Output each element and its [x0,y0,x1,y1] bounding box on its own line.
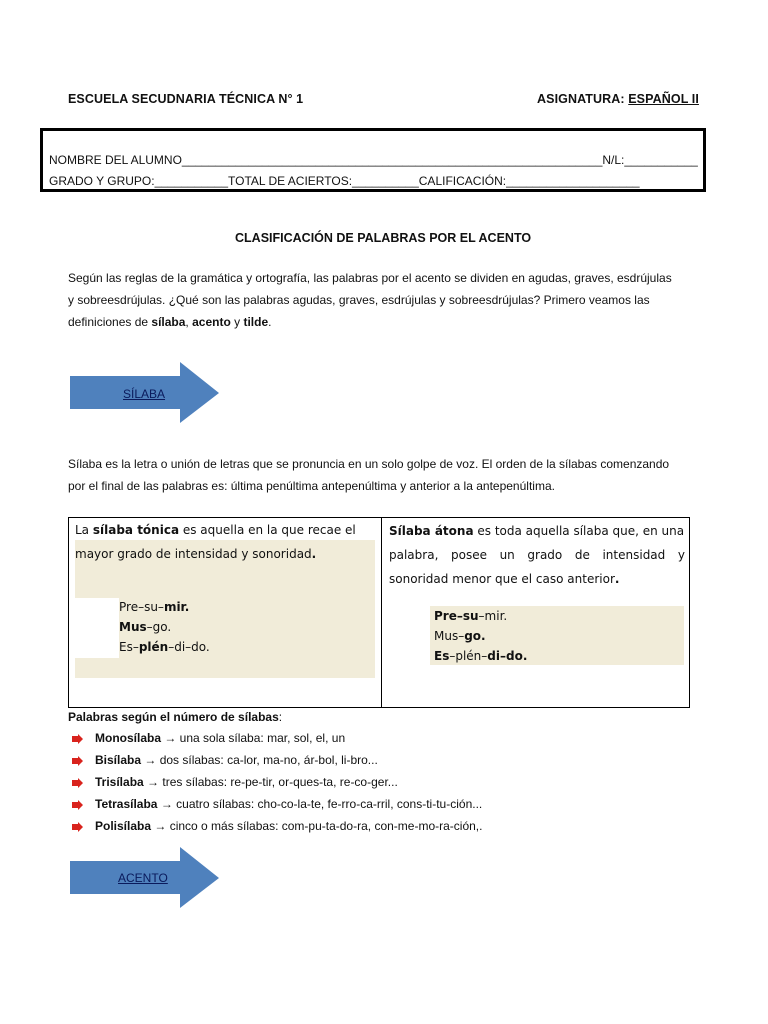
atona-example-3: Es–plén–di–do. [434,649,528,663]
list-item-text [95,775,398,789]
silaba-table [68,517,690,708]
red-arrow-bullet-icon [72,822,84,832]
syllable-list-heading: Palabras según el número de sílabas: [68,710,283,724]
red-arrow-bullet-icon [72,734,84,744]
tonica-example-3: Es–plén–di–do. [119,640,210,654]
tonica-line-1: La sílaba tónica es aquella en la que recae el [75,523,356,537]
intro-line-2: y sobreesdrújulas. ¿Qué son las palabras agudas, graves, esdrújulas y sobreesdrújulas? Primero veamos las [68,293,650,307]
list-item [68,731,345,745]
atona-line-2: palabra, posee un grado de intensidad y [389,548,685,562]
list-item [68,775,398,789]
grade-group-line[interactable]: GRADO Y GRUPO:___________TOTAL DE ACIERTOS:__________CALIFICACIÓN:____________________ [49,174,640,188]
silaba-link[interactable]: SÍLABA [123,387,166,401]
table-divider [381,518,382,707]
list-item-description: → una sola sílaba: mar, sol, el, un [161,731,346,745]
subject-label: ASIGNATURA: [537,92,625,106]
tonica-definition [75,518,377,566]
list-item-term: Bisílaba [95,753,142,767]
atona-example-1: Pre–su–mir. [434,609,508,623]
list-item-term: Trisílaba [95,775,144,789]
intro-line-1: Según las reglas de la gramática y ortografía, las palabras por el acento se dividen en agudas, graves, esdrújulas [68,271,672,285]
list-item-term: Monosílaba [95,731,162,745]
atona-definition [389,519,685,591]
tonica-examples [119,597,210,657]
list-item-term: Tetrasílaba [95,797,158,811]
list-item [68,797,482,811]
list-item-text [95,753,378,767]
left-shade-gap [75,598,119,658]
list-item [68,819,482,833]
tonica-example-1: Pre–su–mir. [119,600,190,614]
red-arrow-bullet-icon [72,756,84,766]
acento-link[interactable]: ACENTO [118,871,168,885]
tonica-example-2: Mus–go. [119,620,172,634]
list-item-description: → tres sílabas: re-pe-tir, or-ques-ta, re-co-ger... [143,775,398,789]
intro-line-3: definiciones de sílaba, acento y tilde. [68,315,272,329]
atona-example-2: Mus–go. [434,629,486,643]
school-name: ESCUELA SECUDNARIA TÉCNICA N° 1 [68,92,304,106]
atona-examples [434,606,527,666]
tonica-line-2: mayor grado de intensidad y sonoridad. [75,547,317,561]
page-title: CLASIFICACIÓN DE PALABRAS POR EL ACENTO [235,231,532,245]
subject [537,92,699,106]
red-arrow-bullet-icon [72,800,84,810]
silaba-def-line-2: por el final de las palabras es: última penúltima antepenúltima y anterior a la antepenúltima. [68,479,555,493]
list-item [68,753,378,767]
list-item-term: Polisílaba [95,819,152,833]
list-item-description: → cinco o más sílabas: com-pu-ta-do-ra, con-me-mo-ra-ción,. [151,819,483,833]
subject-value: ESPAÑOL II [628,92,699,106]
silaba-definition [68,453,708,497]
intro-paragraph [68,267,708,333]
atona-line-1: Sílaba átona es toda aquella sílaba que, en una [389,524,685,538]
list-item-description: → cuatro sílabas: cho-co-la-te, fe-rro-ca-rril, cons-ti-tu-ción... [157,797,483,811]
list-item-text [95,797,482,811]
list-item-text [95,731,345,745]
red-arrow-bullet-icon [72,778,84,788]
student-info-box [40,128,706,192]
list-item-text [95,819,482,833]
atona-line-3: sonoridad menor que el caso anterior. [389,572,620,586]
student-name-line[interactable]: NOMBRE DEL ALUMNO_______________________________________________________________N/L:___________ [49,153,698,167]
silaba-def-line-1: Sílaba es la letra o unión de letras que se pronuncia en un solo golpe de voz. El orden de la sílabas comenzando [68,457,670,471]
list-item-description: → dos sílabas: ca-lor, ma-no, ár-bol, li-bro... [141,753,378,767]
